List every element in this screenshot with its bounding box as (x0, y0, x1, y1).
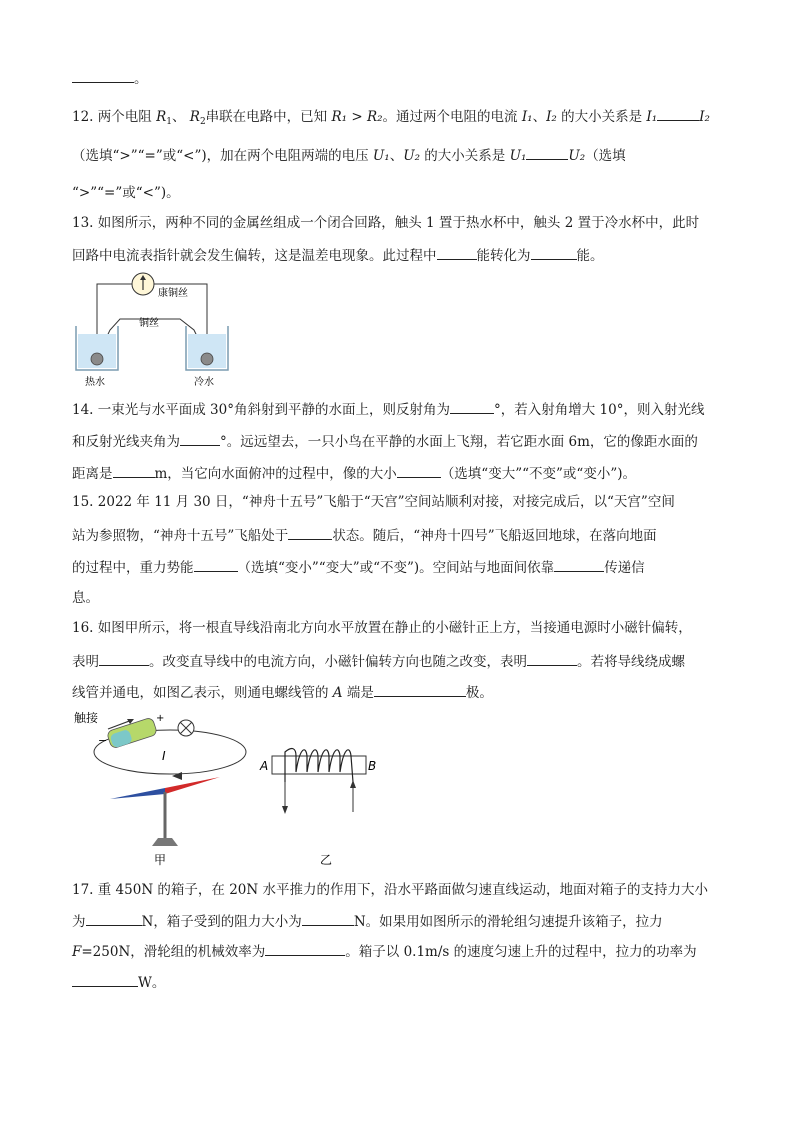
q12-line-1: 12. 两个电阻 $R_1$、 $R_2$串联在电路中，已知 R₁ > R₂。通过两个电阻的电流 I₁、I₂ 的大小关系是 I₁ I₂ (72, 106, 710, 131)
magnet-figures (70, 704, 380, 872)
answer-blank[interactable] (450, 399, 494, 414)
answer-blank[interactable] (180, 431, 220, 446)
compass-base (152, 838, 178, 846)
q17-line-1: 17. 重 450N 的箱子，在 20N 水平推力的作用下，沿水平路面做匀速直线运动，地面对箱子的支持力大小 (72, 882, 708, 898)
battery-icon (106, 717, 157, 749)
q16-line-1: 16. 如图甲所示，将一根直导线沿南北方向水平放置在静止的小磁针正上方，当接通电源时小磁针偏转， (72, 620, 692, 636)
answer-blank[interactable] (554, 557, 604, 572)
q12-line-2: （选填“>”“=”或“<”)，加在两个电阻两端的电压 U₁、U₂ 的大小关系是 U₁ U₂（选填 (72, 145, 626, 165)
label-end-a: A (260, 759, 269, 773)
label-copper: 铜丝 (139, 318, 159, 329)
answer-blank[interactable] (531, 245, 577, 260)
label-touch: 触接 (74, 711, 99, 725)
lead-up-arrow (350, 780, 356, 788)
answer-blank[interactable] (397, 463, 441, 478)
answer-blank[interactable] (113, 463, 155, 478)
answer-blank[interactable] (99, 651, 149, 666)
q16-line-2: 表明 。改变直导线中的电流方向，小磁针偏转方向也随之改变，表明 。若将导线绕成螺 (72, 651, 685, 671)
answer-blank[interactable] (374, 682, 466, 697)
solenoid-coil (285, 749, 353, 782)
answer-blank[interactable] (657, 106, 699, 121)
current-arrow (172, 772, 182, 780)
label-cold-water: 冷水 (194, 377, 214, 388)
q15-line-1: 15. 2022 年 11 月 30 日，“神舟十五号”飞船于“天宫”空间站顺利对接，对接完成后，以“天宫”空间 (72, 494, 675, 510)
q17-line-4: W。 (72, 972, 165, 992)
caption-yi: 乙 (320, 853, 333, 867)
answer-blank[interactable] (194, 557, 238, 572)
lamp-icon (178, 720, 194, 736)
answer-blank[interactable] (265, 941, 345, 956)
q14-line-1: 14. 一束光与水平面成 30°角斜射到平静的水面上，则反射角为 °，若入射角增大 10°，则入射光线 (72, 399, 704, 419)
ammeter-icon (132, 273, 154, 295)
q16-line-3: 线管并通电，如图乙表示，则通电螺线管的 A 端是 极。 (72, 682, 493, 702)
answer-blank[interactable] (527, 651, 577, 666)
q13-line-2: 回路中电流表指针就会发生偏转，这是温差电现象。此过程中 能转化为 能。 (72, 245, 604, 265)
caption-jia: 甲 (154, 853, 167, 867)
answer-blank[interactable] (72, 68, 134, 83)
answer-blank[interactable] (437, 245, 477, 260)
thermocouple-figure (72, 272, 232, 390)
q12-line-3: “>”“=”或“<”)。 (72, 185, 180, 201)
q14-line-3: 距离是 m，当它向水面俯冲的过程中，像的大小 （选填“变大”“不变”或“变小”)。 (72, 463, 636, 483)
q11-line: 。 (72, 68, 148, 88)
answer-blank[interactable] (526, 145, 568, 160)
answer-blank[interactable] (72, 972, 138, 987)
q15-line-4: 息。 (72, 590, 99, 606)
q14-line-2: 和反射光线夹角为 °。远远望去，一只小鸟在平静的水面上飞翔，若它距水面 6m，它的像距水面的 (72, 431, 698, 451)
answer-blank[interactable] (302, 911, 354, 926)
label-end-b: B (368, 759, 377, 773)
svg-text:I: I (162, 749, 166, 763)
label-constantan: 康铜丝 (158, 288, 188, 299)
answer-blank[interactable] (86, 911, 142, 926)
q15-line-3: 的过程中，重力势能 （选填“变小”“变大”或“不变”)。空间站与地面间依靠 传递信 (72, 557, 645, 577)
label-hot-water: 热水 (85, 377, 105, 388)
q13-line-1: 13. 如图所示，两种不同的金属丝组成一个闭合回路，触头 1 置于热水杯中，触头 2 置于冷水杯中，此时 (72, 215, 700, 231)
svg-text:+: + (156, 713, 165, 724)
svg-text:−: − (98, 734, 108, 747)
q15-line-2: 站为参照物，“神舟十五号”飞船处于 状态。随后，“神舟十四号”飞船返回地球，在落向地面 (72, 525, 657, 545)
q17-line-3: F=250N，滑轮组的机械效率为 。箱子以 0.1m/s 的速度匀速上升的过程中，拉力的功率为 (72, 941, 697, 961)
lead-down-arrow (282, 806, 288, 814)
q17-line-2: 为 N，箱子受到的阻力大小为 N。如果用如图所示的滑轮组匀速提升该箱子，拉力 (72, 911, 663, 931)
answer-blank[interactable] (288, 525, 332, 540)
